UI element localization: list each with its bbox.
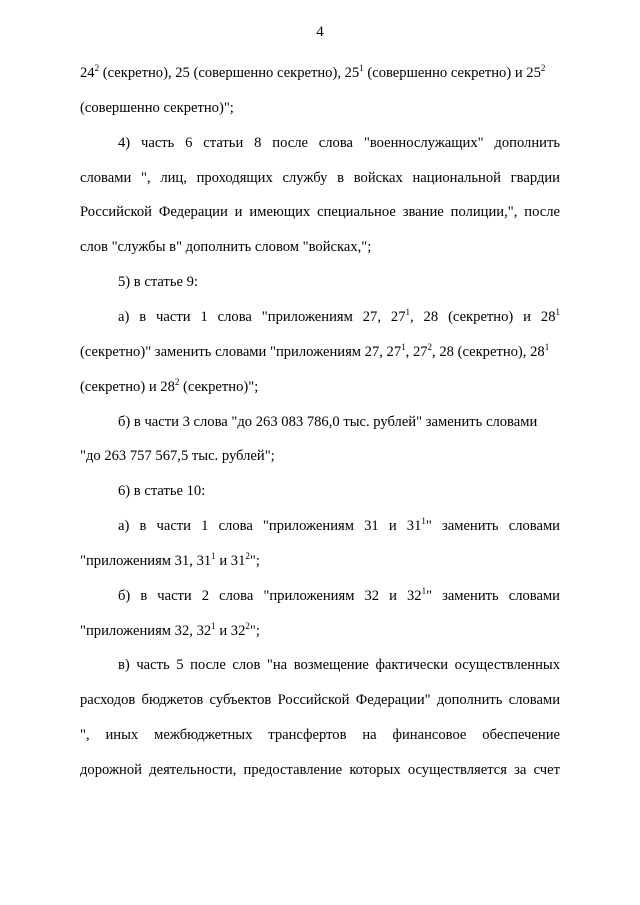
- paragraph-line: (совершенно секретно)";: [80, 100, 234, 116]
- paragraph-line: б) в части 3 слова "до 263 083 786,0 тыс. рублей" заменить словами: [118, 414, 538, 430]
- paragraph-line: (секретно)" заменить словами "приложениям 27, $27^1$, $27^2$, 28 (секретно), $28^1$: [80, 342, 550, 360]
- paragraph-line: 5) в статье 9:: [118, 274, 198, 290]
- paragraph-line: "до 263 757 567,5 тыс. рублей";: [80, 448, 275, 464]
- paragraph-line: расходов бюджетов субъектов Российской Федерации" дополнить словами: [80, 692, 560, 708]
- paragraph-line: "приложениям 31, $31^1$ и $31^2$";: [80, 551, 260, 569]
- paragraph-line: в) часть 5 после слов "на возмещение фактически осуществленных: [118, 657, 560, 673]
- paragraph-line: б) в части 2 слова "приложениям 32 и $32^1$" заменить словами: [118, 586, 560, 604]
- paragraph-line: (секретно) и $28^2$ (секретно)";: [80, 377, 259, 395]
- paragraph-line: слов "службы в" дополнить словом "войсках,";: [80, 239, 372, 255]
- paragraph-line: $24^2$ (секретно), 25 (совершенно секретно), $25^1$ (совершенно секретно) и $25^2$: [80, 63, 546, 81]
- paragraph-line: 4) часть 6 статьи 8 после слова "военнослужащих" дополнить: [118, 135, 560, 151]
- paragraph-line: 6) в статье 10:: [118, 483, 206, 499]
- paragraph-line: словами ", лиц, проходящих службу в войсках национальной гвардии: [80, 170, 560, 186]
- page-number: 4: [316, 24, 324, 40]
- paragraph-line: а) в части 1 слова "приложениям 31 и $31^1$" заменить словами: [118, 516, 560, 534]
- paragraph-line: ", иных межбюджетных трансфертов на финансовое обеспечение: [80, 727, 560, 743]
- paragraph-line: "приложениям 32, $32^1$ и $32^2$";: [80, 621, 260, 639]
- paragraph-line: Российской Федерации и имеющих специальное звание полиции,", после: [80, 204, 560, 220]
- paragraph-line: дорожной деятельности, предоставление которых осуществляется за счет: [80, 762, 560, 778]
- paragraph-line: а) в части 1 слова "приложениям 27, $27^1$, 28 (секретно) и $28^1$: [118, 307, 560, 325]
